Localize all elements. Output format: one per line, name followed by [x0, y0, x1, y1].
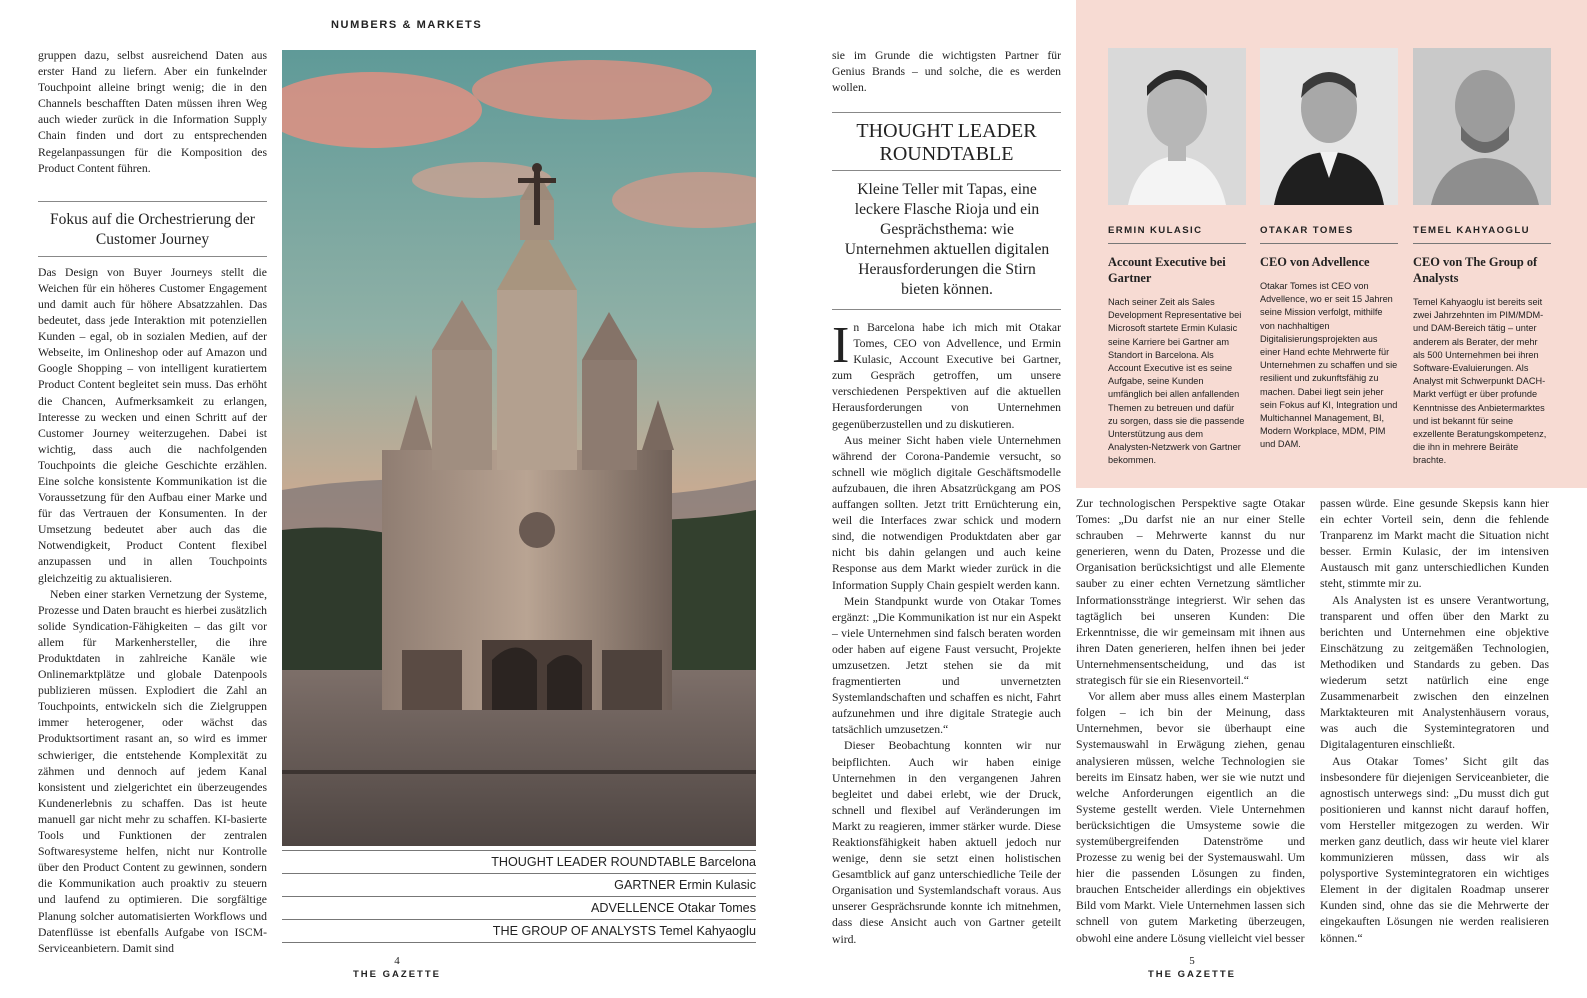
caption-label: GARTNER [614, 878, 676, 892]
portrait-illustration [1260, 48, 1398, 205]
person-role: CEO von The Group of Analysts [1413, 255, 1538, 285]
caption-value: Ermin Kulasic [679, 878, 756, 892]
publication-name: THE GAZETTE [1148, 969, 1236, 980]
col4-p1: Zur technologischen Perspektive sagte Otakar Tomes: „Du darfst nie an nur einer Stelle schrauben – Mehrwerte kannst du nur generieren, wenn du Daten, Prozesse und die Organisation berücksichtigst und alle Elemente sauber zu einer echten Vernetzung sämtlicher Informationsstränge integrierst. Wir sehen das tagtäglich bei unseren Kunden: Die Erkenntnisse, die wir gemeinsam mit ihnen aus ihren Daten generieren, helfen ihnen bei jeder Unternehmensentscheidung, und das ist strategisch für sie ein Riesenvorteil.“ [1076, 497, 1305, 688]
publication-name: THE GAZETTE [353, 969, 441, 980]
col3-p2: Aus meiner Sicht haben viele Unternehmen während der Corona-Pandemie versucht, so schnell wie möglich digitale Geschäftsmodelle aufzubauen, die ihren Absatzrückgang am POS auffangen sollten. Jetzt tritt Ernüchterung ein, weil die Interfaces zwar schick und modern sind, die notwendigen Produktdaten aber gar nicht bis dahin gelangen und auch keine Response aus dem Markt wieder zurück in die Information Supply Chain gespielt werden kann. [832, 433, 1061, 592]
caption-value: Temel Kahyaoglu [659, 924, 756, 938]
page-number: 4 [394, 955, 400, 967]
caption-row [282, 850, 756, 873]
col1-body-2: Neben einer starken Vernetzung der Systeme, Prozesse und Daten braucht es hierbei zusätzlich solide Syndication-Fähigkeiten – das gilt vor allem für Markenhersteller, die ihre Produktdaten in zahlreiche Kanäle wie Onlinemarktplätze und globale Datenpools publizieren müssen. Explodiert die Zahl an Touchpoints, entwickeln sich die Zielgruppen immer heterogener, oder wächst das Produktsortiment rasant an, so wird es immer schwieriger, die entstehende Komplexität zu zähmen und dennoch auf jedem Kanal konsistent und zielgerichtet ein überzeugendes Kundenerlebnis zu schaffen. Das ist heute manuell gar nicht mehr zu schaffen. KI-basierte Tools und Funktionen der zentralen Softwaresysteme helfen, nicht nur Kontrolle über den Product Content zu gewinnen, sondern die Kommunikation auch proaktiv zu steuern und laufend zu optimieren. Die sorgfältige Planung solcher automatisierten Workflows und Datenflüsse ist ebenfalls Aufgabe von ISCM-Serviceanbietern. Damit sind [38, 587, 267, 955]
col3-p1-text: n Barcelona habe ich mich mit Otakar Tomes, CEO von Advellence, und Ermin Kulasic, Account Executive bei Gartner, zum Gespräch getroffen, um unsere verschiedenen Perspektiven auf die aktuellen Herausforderungen von Unternehmen gegenüberzustellen und zu diskutieren. [832, 321, 1061, 431]
person-name: OTAKAR TOMES [1260, 225, 1398, 244]
profile-ermin-kulasic [1108, 48, 1246, 468]
col1-intro: gruppen dazu, selbst ausreichend Daten aus erster Hand zu liefern. Aber ein funkelnder Touchpoint alleine bringt wenig; die in den Channels beschafften Daten müssen ihren Weg auch wieder zurück in die Information Supply Chain finden und dort zu entsprechenden Regelanpassungen für die Komposition des Product Content führen. [38, 49, 267, 175]
roundtable-title: THOUGHT LEADER ROUNDTABLE [832, 112, 1061, 171]
person-bio: Temel Kahyaoglu ist bereits seit zwei Jahrzehnten im PIM/MDM- und DAM-Bereich tätig – unter anderem als Berater, der mehr als 500 Unternehmen bei ihren Software-Evaluierungen. Als Analyst mit Schwerpunkt DACH-Markt verfügt er über profunde Kenntnisse des Anbietermarktes und ist bekannt für seine exzellente Beratungskompetenz, die ihn in mehrere Beiräte brachte. [1413, 297, 1547, 466]
column-5 [1320, 496, 1549, 947]
dropcap: I [832, 317, 850, 374]
profile-temel-kahyaoglu [1413, 48, 1551, 468]
caption-label: THOUGHT LEADER ROUNDTABLE [491, 855, 696, 869]
caption-row [282, 873, 756, 896]
subhead: Fokus auf die Orchestrierung der Customer Journey [38, 201, 267, 257]
caption-value: Otakar Tomes [677, 901, 756, 915]
person-role: CEO von Advellence [1260, 255, 1370, 269]
profile-otakar-tomes [1260, 48, 1398, 452]
column-3-intro [832, 48, 1061, 96]
column-3 [832, 317, 1061, 948]
portrait-photo [1108, 48, 1246, 205]
col4-p2: Vor allem aber muss alles einem Masterplan folgen – ich bin der Meinung, dass Unternehmen, bevor sie überhaupt eine Systemauswahl in Erwägung ziehen, genau analysieren müssen, welche Technologien sie bereits im Einsatz haben, wer sie wie nutzt und welche Anforderungen eigentlich an die Systeme gestellt werden. Viele Unternehmen berücksichtigen die Umsysteme sowie die systemübergreifenden Datenströme und Prozesse zu wenig bei der Systemauswahl. Um hier die passenden Lösungen zu finden, brauchen Entscheider allerdings ein objektives Bild vom Markt. Viele Unternehmen lassen sich schnell von gutem Marketing überzeugen, obwohl eine andere Lösung vielleicht viel besser [1076, 690, 1305, 945]
caption-row [282, 919, 756, 943]
page-number: 5 [1189, 955, 1195, 967]
column-4 [1076, 496, 1305, 947]
person-name: ERMIN KULASIC [1108, 225, 1246, 244]
portrait-photo [1260, 48, 1398, 205]
column-1 [38, 48, 267, 957]
folio-left [352, 955, 442, 980]
col5-p2: Als Analysten ist es unsere Verantwortung, transparent und offen über den Markt zu berichten und Unternehmen eine objektive Einschätzung zu zeitgemäßen Technologien, Methodiken und Standards zu geben. Das wiederum setzt natürlich eine enge Zusammenarbeit zwischen den einzelnen Marktakteuren mit Analystenhäusern voraus, was auch die Systemintegratoren und Digitalagenturen einschließt. [1320, 593, 1549, 752]
caption-value: Barcelona [699, 855, 756, 869]
caption-label: THE GROUP OF ANALYSTS [492, 924, 657, 938]
person-bio: Otakar Tomes ist CEO von Advellence, wo er seit 15 Jahren seine Mission verfolgt, mithilfe von nachhaltigen Digitalisierungsprojekten aus einer Hand echte Mehrwerte für Unternehmen zu schaffen und sie resilient und zukunftsfähig zu machen. Dabei liegt sein jeher sein Fokus auf KI, Integration und Multichannel Management, BI, Modern Workplace, MDM, PIM und DAM. [1260, 281, 1398, 450]
portrait-illustration [1108, 48, 1246, 205]
col3-p1 [832, 317, 1061, 433]
folio-right [1147, 955, 1237, 980]
portrait-photo [1413, 48, 1551, 205]
lead-divider [832, 309, 1061, 310]
caption-label: ADVELLENCE [591, 901, 675, 915]
caption-list [282, 850, 756, 943]
col1-body-1: Das Design von Buyer Journeys stellt die Weichen für ein höheres Customer Engagement und damit auch für höhere Absatzzahlen. Das bedeutet, dass jede Interaktion mit potenziellen Kunden – egal, ob in sozialen Medien, auf der Webseite, im Onlineshop oder auf Amazon und Google Shopping – von intelligent kuratiertem Product Content begleitet sein muss. Das erhöht die Chancen, Aufmerksamkeit zu erlangen, Interesse zu wecken und einen Schritt auf der Customer Journey weiterzugehen. Dabei ist wichtig, dass auch die nachfolgenden Touchpoints die gleiche Geschichte erzählen. Eine solche konsistente Kommunikation ist die Voraussetzung für den Aufbau einer Marke und für das Vertrauen der Konsumenten. In der Umsetzung bedeutet aber auch das die Notwendigkeit, Product Content flexibel anzupassen und in allen Touchpoints gleichzeitig zu aktualisieren. [38, 265, 267, 585]
section-header: NUMBERS & MARKETS [331, 19, 483, 31]
col5-p3: Aus Otakar Tomes’ Sicht gilt das insbesondere für diejenigen Serviceanbieter, die agnostisch unterwegs sind: „Du musst dich gut positionieren und kannst nicht darauf hoffen, vom Hersteller mitgezogen zu werden. Wir merken ganz deutlich, dass wir heute viel klarer kommunizieren müssen, dass wir als polysportive Systemintegratoren ein wichtiges Element in der digitalen Roadmap unserer Kunden sind, ohne das sie die Mehrwerte der eingekauften Lösungen nie werden realisieren können.“ [1320, 754, 1549, 945]
person-name: TEMEL KAHYAOGLU [1413, 225, 1551, 244]
col3-intro: sie im Grunde die wichtigsten Partner für Genius Brands – und solche, die es werden wollen. [832, 49, 1061, 95]
person-bio: Nach seiner Zeit als Sales Development Representative bei Microsoft startete Ermin Kulasic seine Karriere bei Gartner am Standort in Barcelona. Als Account Executive ist es seine Aufgabe, seine Kunden umfänglich bei allen anfallenden Themen zu betreuen und dafür zu sorgen, dass sie die passende Unterstützung aus dem Analysten-Netzwerk von Gartner bekommen. [1108, 297, 1245, 466]
col5-p1: passen würde. Eine gesunde Skepsis kann hier ein echter Vorteil sein, denn die fehlende Tranparenz im Markt macht die Situation nicht besser. Ermin Kulasic, der im intensiven Austausch mit ganz unterschiedlichen Kunden steht, stimmte mir zu. [1320, 497, 1549, 591]
col3-p3: Mein Standpunkt wurde von Otakar Tomes ergänzt: „Die Kommunikation ist nur ein Aspekt – viele Unternehmen sind falsch beraten worden oder haben auf eigene Faust versucht, Projekte umzusetzen. Jetzt stehen sie da mit fragmentierten und unvernetzten Systemlandschaften und schaffen es nicht, Fahrt aufzunehmen und ihre digitale Strategie auch tatsächlich umzusetzen.“ [832, 594, 1061, 737]
col3-p4: Dieser Beobachtung konnten wir nur beipflichten. Auch wir haben einige Unternehmen in den vergangenen Jahren begleitet und dabei erlebt, wie der Druck, schnell und flexibel auf Veränderungen im Markt zu reagieren, immer stärker wurde. Diese Reaktionsfähigkeit haben aktuell jedoch nur wenige, denn sie setzt einen holistischen Gesamtblick auf ganz unterschiedliche Teile der Organisation und Systemlandschaft voraus. Aus unserer Gesprächsrunde konnte ich mitnehmen, dass diese Ansicht auch von Gartner geteilt wird. [832, 739, 1061, 946]
caption-row [282, 896, 756, 919]
portrait-illustration [1413, 48, 1551, 205]
cathedral-illustration [282, 50, 756, 846]
person-role: Account Executive bei Gartner [1108, 255, 1226, 285]
roundtable-lead: Kleine Teller mit Tapas, eine leckere Flasche Rioja und ein Gesprächsthema: wie Unternehmen aktuellen digitalen Herausforderungen die Stirn bieten können. [844, 181, 1050, 298]
cathedral-photo [282, 50, 756, 846]
